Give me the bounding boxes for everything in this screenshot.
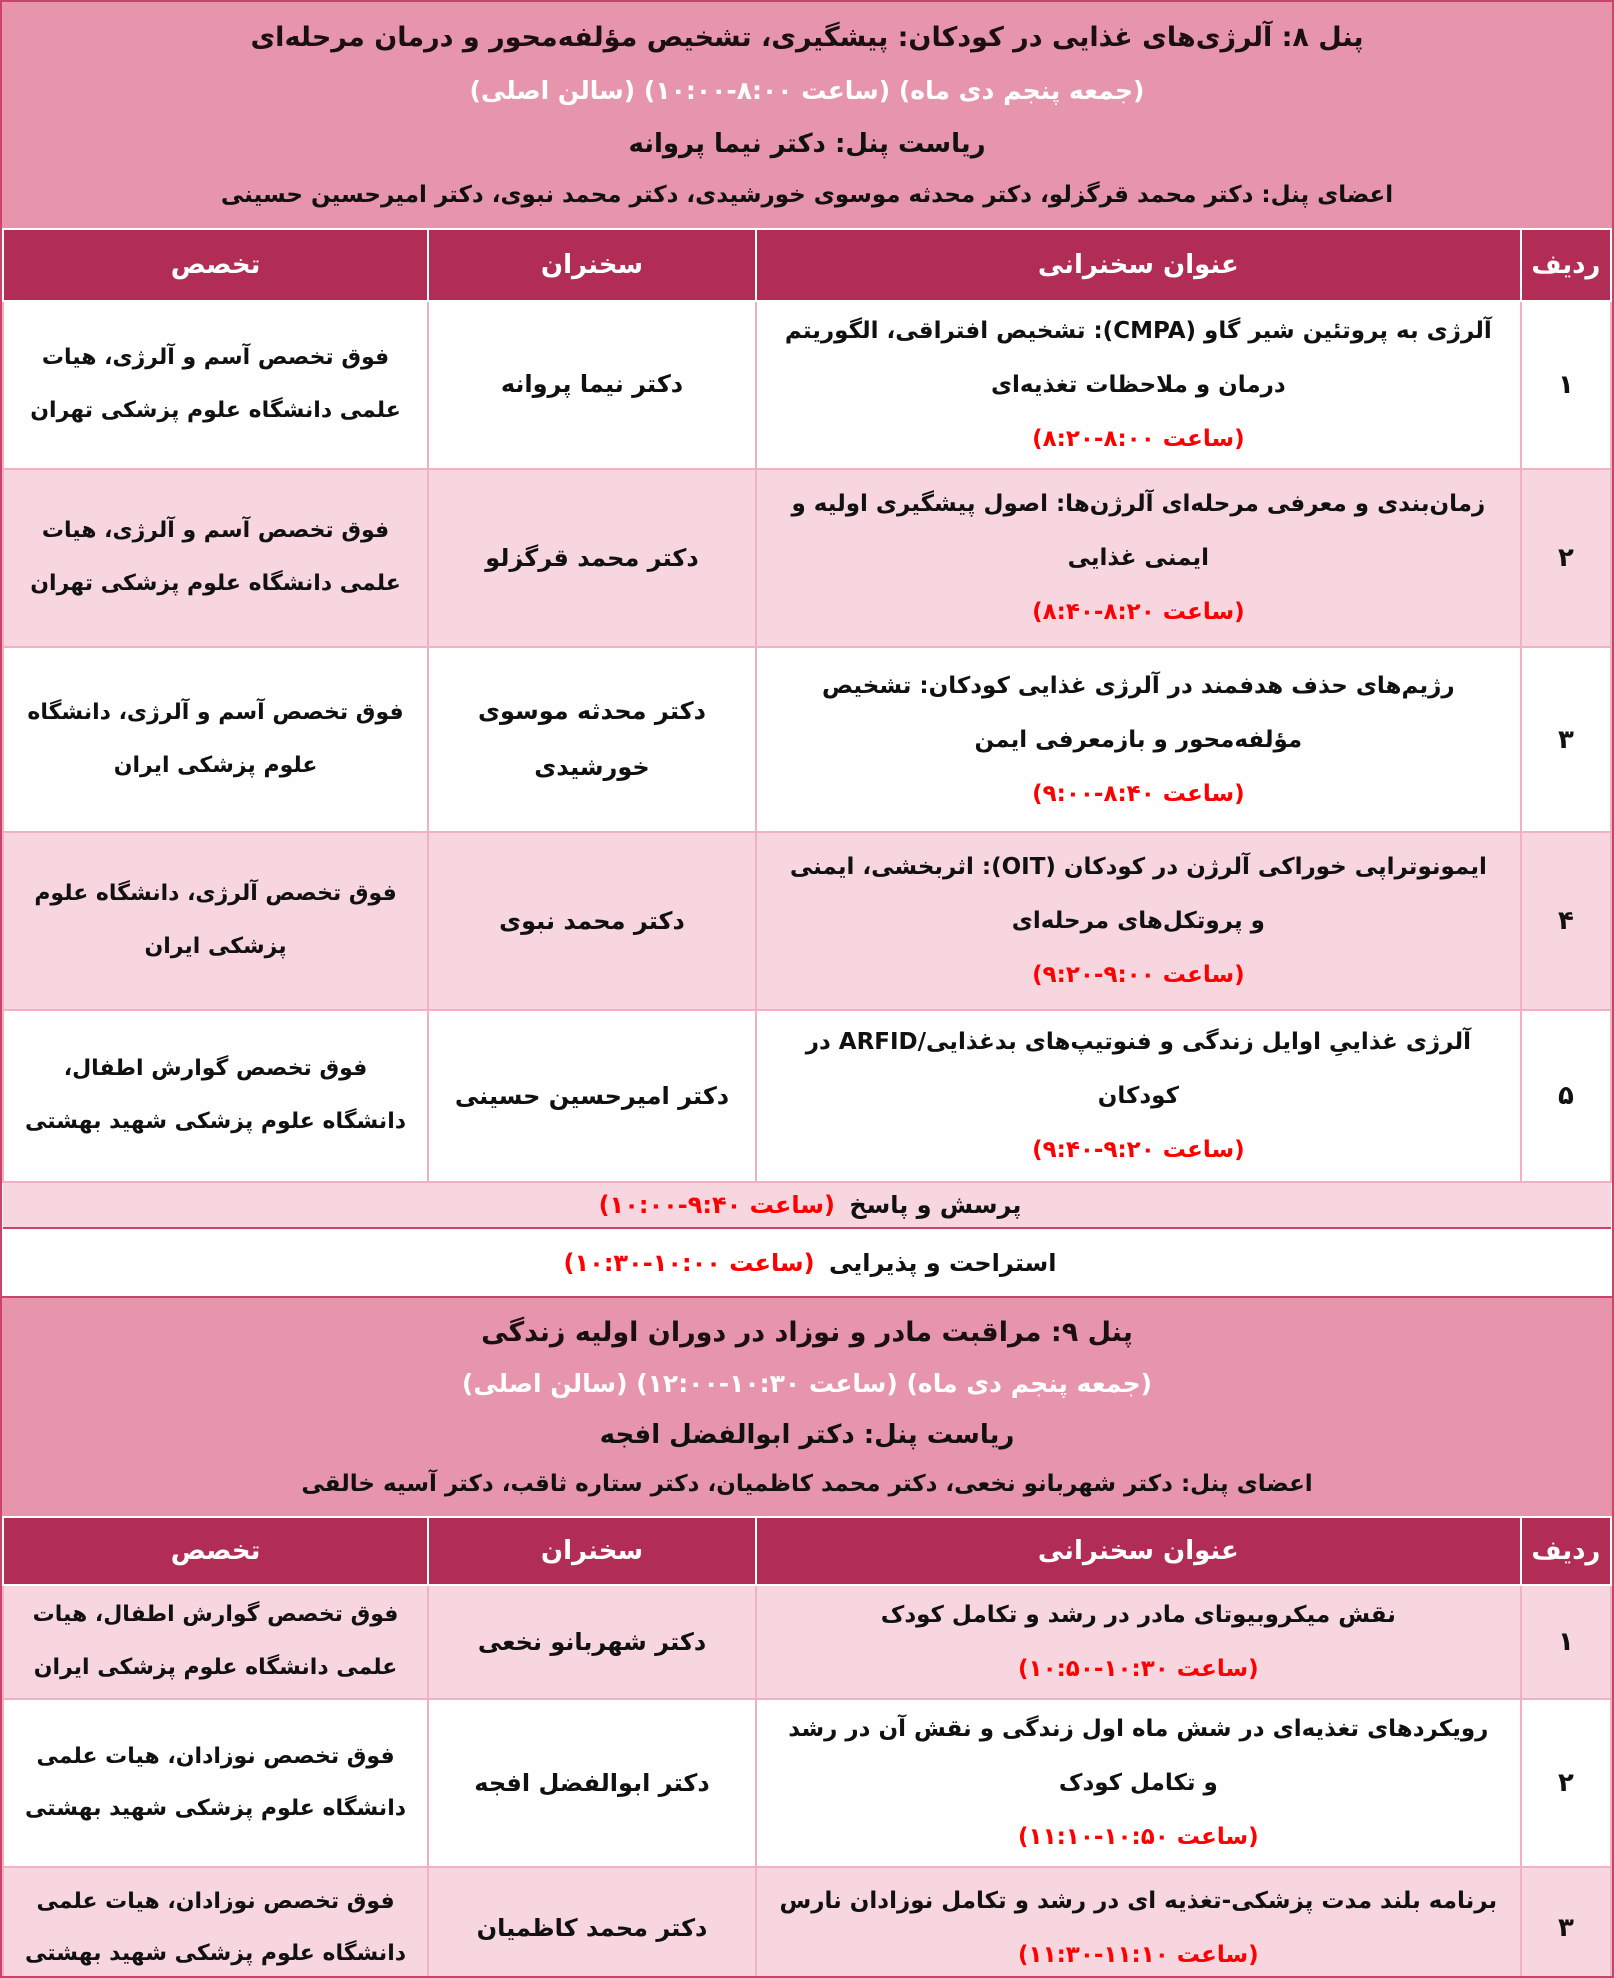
table-row xyxy=(3,1585,1611,1699)
talk-title: آلرژی غذاییِ اوایل زندگی و فنوتیپ‌های بدغذایی/ARFID در کودکان xyxy=(805,1029,1471,1110)
panel-9-title: پنل ۹: مراقبت مادر و نوزاد در دوران اولیه زندگی xyxy=(481,1316,1133,1348)
table-row xyxy=(3,469,1611,647)
panel-8-chair: ریاست پنل: دکتر نیما پروانه xyxy=(628,128,986,159)
column-header-specialty: تخصص xyxy=(3,229,428,301)
speaker-specialty: فوق تخصص گوارش اطفال، هیات علمی دانشگاه علوم پزشکی ایران xyxy=(3,1585,428,1699)
talk-time: (ساعت ۱۱:۱۰‏-۱۱:۳۰) xyxy=(1018,1942,1259,1969)
speaker-name: دکتر امیرحسین حسینی xyxy=(428,1010,756,1182)
talk-title: آلرژی به پروتئین شیر گاو (CMPA): تشخیص افتراقی، الگوریتم درمان و ملاحظات تغذیه‌ای xyxy=(784,318,1492,399)
row-number: ۱ xyxy=(1521,1585,1611,1699)
column-header-speaker: سخنران xyxy=(428,1517,756,1585)
row-number: ۳ xyxy=(1521,647,1611,832)
row-number: ۲ xyxy=(1521,1699,1611,1867)
table-row xyxy=(3,1867,1611,1978)
panel-9-schedule-table xyxy=(2,1516,1612,1978)
talk-time: (ساعت ۹:۰۰‏-۹:۲۰) xyxy=(1032,962,1245,989)
panel-8-members: اعضای پنل: دکتر محمد قرگزلو، دکتر محدثه موسوی خورشیدی، دکتر محمد نبوی، دکتر امیرحسین حسینی xyxy=(220,182,1394,209)
talk-title-cell xyxy=(756,469,1521,647)
talk-time: (ساعت ۹:۲۰‏-۹:۴۰) xyxy=(1032,1137,1245,1164)
panel-8-title: پنل ۸: آلرژی‌های غذایی در کودکان: پیشگیری، تشخیص مؤلفه‌محور و درمان مرحله‌ای xyxy=(250,21,1364,53)
speaker-specialty: فوق تخصص آسم و آلرژی، دانشگاه علوم پزشکی ایران xyxy=(3,647,428,832)
speaker-specialty: فوق تخصص آسم و آلرژی، هیات علمی دانشگاه علوم پزشکی تهران xyxy=(3,469,428,647)
panel-8-header-band xyxy=(2,2,1612,228)
talk-title: رویکردهای تغذیه‌ای در شش ماه اول زندگی و نقش آن در رشد و تکامل کودک xyxy=(788,1716,1489,1797)
break-time: (ساعت ۱۰:۰۰‏-۱۰:۳۰) xyxy=(563,1248,815,1277)
column-header-row-number: ردیف xyxy=(1521,1517,1611,1585)
talk-title: برنامه بلند مدت پزشکی-تغذیه ای در رشد و تکامل نوزادان نارس xyxy=(779,1888,1498,1915)
table-header-row xyxy=(3,1517,1611,1585)
speaker-specialty: فوق تخصص آسم و آلرژی، هیات علمی دانشگاه علوم پزشکی تهران xyxy=(3,301,428,469)
talk-title: رژیم‌های حذف هدفمند در آلرژی غذایی کودکان: تشخیص مؤلفه‌محور و بازمعرفی ایمن xyxy=(822,672,1455,753)
panel-9-chair: ریاست پنل: دکتر ابوالفضل افجه xyxy=(599,1419,1015,1450)
talk-time: (ساعت ۱۰:۳۰‏-۱۰:۵۰) xyxy=(1018,1656,1259,1683)
talk-time: (ساعت ۸:۴۰‏-۹:۰۰) xyxy=(1032,780,1245,807)
talk-title-cell xyxy=(756,1699,1521,1867)
column-header-talk-title: عنوان سخنرانی xyxy=(756,229,1521,301)
column-header-row-number: ردیف xyxy=(1521,229,1611,301)
speaker-specialty: فوق تخصص گوارش اطفال، دانشگاه علوم پزشکی شهید بهشتی xyxy=(3,1010,428,1182)
talk-time: (ساعت ۱۰:۵۰‏-۱۱:۱۰) xyxy=(1018,1824,1259,1851)
panel-9-header-band xyxy=(2,1296,1612,1516)
talk-time: (ساعت ۸:۲۰‏-۸:۴۰) xyxy=(1032,599,1245,626)
talk-title-cell xyxy=(756,1585,1521,1699)
table-row xyxy=(3,1699,1611,1867)
speaker-specialty: فوق تخصص نوزادان، هیات علمی دانشگاه علوم پزشکی شهید بهشتی xyxy=(3,1867,428,1978)
break-label: استراحت و پذیرایی xyxy=(829,1248,1057,1277)
row-number: ۴ xyxy=(1521,832,1611,1010)
speaker-name: دکتر محمد قرگزلو xyxy=(428,469,756,647)
speaker-name: دکتر محمد کاظمیان xyxy=(428,1867,756,1978)
row-number: ۳ xyxy=(1521,1867,1611,1978)
speaker-name: دکتر محدثه موسوی خورشیدی xyxy=(428,647,756,832)
panel-9-members: اعضای پنل: دکتر شهربانو نخعی، دکتر محمد کاظمیان، دکتر ستاره ثاقب، دکتر آسیه خالقی xyxy=(301,1471,1313,1498)
qa-row xyxy=(3,1182,1611,1228)
talk-title-cell xyxy=(756,301,1521,469)
talk-title-cell xyxy=(756,1010,1521,1182)
talk-title-cell xyxy=(756,1867,1521,1978)
speaker-name: دکتر نیما پروانه xyxy=(428,301,756,469)
column-header-specialty: تخصص xyxy=(3,1517,428,1585)
talk-title-cell xyxy=(756,647,1521,832)
talk-title: نقش میکروبیوتای مادر در رشد و تکامل کودک xyxy=(880,1602,1396,1629)
speaker-name: دکتر شهربانو نخعی xyxy=(428,1585,756,1699)
table-header-row xyxy=(3,229,1611,301)
speaker-specialty: فوق تخصص نوزادان، هیات علمی دانشگاه علوم پزشکی شهید بهشتی xyxy=(3,1699,428,1867)
panel-8-schedule-table xyxy=(2,228,1612,1296)
row-number: ۱ xyxy=(1521,301,1611,469)
speaker-name: دکتر ابوالفضل افجه xyxy=(428,1699,756,1867)
column-header-talk-title: عنوان سخنرانی xyxy=(756,1517,1521,1585)
row-number: ۵ xyxy=(1521,1010,1611,1182)
talk-title: ایمونوتراپی خوراکی آلرژن در کودکان (OIT): اثربخشی، ایمنی و پروتکل‌های مرحله‌ای xyxy=(789,854,1487,935)
table-row xyxy=(3,832,1611,1010)
talk-title: زمان‌بندی و معرفی مرحله‌ای آلرژن‌ها: اصول پیشگیری اولیه و ایمنی غذایی xyxy=(791,491,1486,572)
table-row xyxy=(3,301,1611,469)
column-header-speaker: سخنران xyxy=(428,229,756,301)
qa-label: پرسش و پاسخ xyxy=(849,1191,1022,1220)
row-number: ۲ xyxy=(1521,469,1611,647)
break-row xyxy=(3,1228,1611,1296)
panel-8-session-info: (جمعه پنجم دی ماه) (ساعت ۸:۰۰‏-۱۰:۰۰) (سالن اصلی) xyxy=(469,76,1145,106)
panel-9-session-info: (جمعه پنجم دی ماه) (ساعت ۱۰:۳۰‏-۱۲:۰۰) (سالن اصلی) xyxy=(461,1369,1153,1399)
qa-time: (ساعت ۹:۴۰‏-۱۰:۰۰) xyxy=(598,1191,836,1220)
talk-time: (ساعت ۸:۰۰‏-۸:۲۰) xyxy=(1032,426,1245,453)
speaker-name: دکتر محمد نبوی xyxy=(428,832,756,1010)
talk-title-cell xyxy=(756,832,1521,1010)
speaker-specialty: فوق تخصص آلرژی، دانشگاه علوم پزشکی ایران xyxy=(3,832,428,1010)
table-row xyxy=(3,1010,1611,1182)
table-row xyxy=(3,647,1611,832)
